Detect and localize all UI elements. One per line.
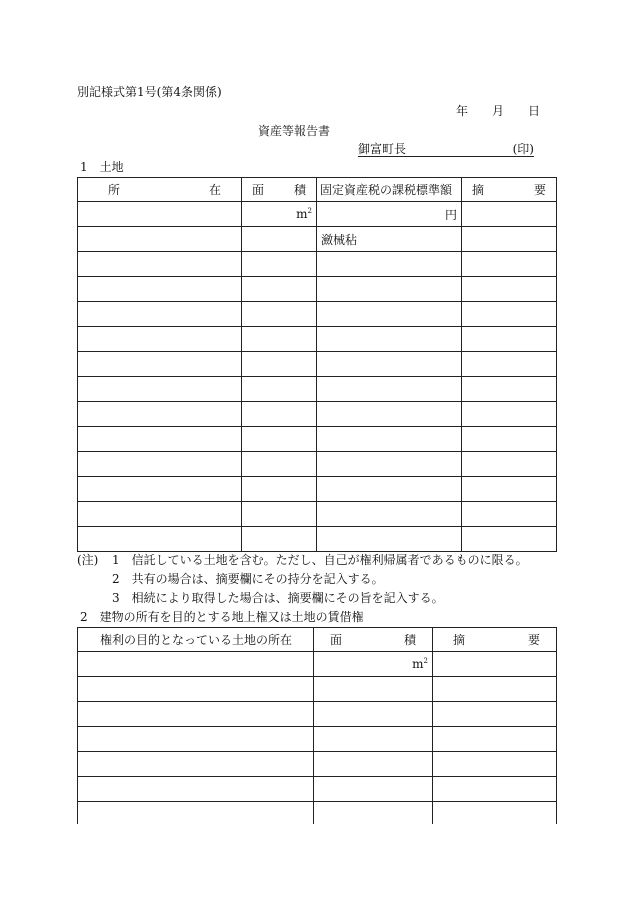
- cell-area[interactable]: $m^2$: [242, 202, 317, 227]
- table-row: [78, 227, 557, 252]
- table-row: [78, 427, 557, 452]
- leasehold-table: [77, 627, 557, 824]
- land-table: [77, 177, 557, 552]
- date-month: 月: [492, 104, 505, 118]
- table-row: [78, 302, 557, 327]
- notes-label: (注): [77, 553, 99, 567]
- note-item: 2 共有の場合は、摘要欄にその持分を記入する。: [112, 572, 384, 586]
- cell-tax-base[interactable]: 瀲械秥: [317, 227, 462, 252]
- col-area: 面 積: [242, 178, 317, 202]
- table-row: [78, 327, 557, 352]
- cell[interactable]: [462, 202, 557, 227]
- table-row: [78, 802, 557, 824]
- section2-heading: 2 建物の所有を目的とする地上権又は土地の賃借権: [80, 610, 364, 624]
- note-item: 3 相続により取得した場合は、摘要欄にその旨を記入する。: [112, 591, 444, 605]
- table-row: [78, 777, 557, 802]
- table-row: [78, 452, 557, 477]
- table-row: [78, 377, 557, 402]
- cell[interactable]: [433, 652, 557, 677]
- col-remarks: 摘 要: [462, 178, 557, 202]
- seal-mark: (印): [512, 142, 534, 156]
- table-row: [78, 702, 557, 727]
- table-row: [78, 527, 557, 552]
- land-table-header: [78, 178, 557, 202]
- table-row: [78, 277, 557, 302]
- cell[interactable]: [78, 227, 242, 252]
- cell-tax-base[interactable]: 円: [317, 202, 462, 227]
- col-area: 面 積: [314, 628, 433, 652]
- cell-area[interactable]: $m^2$: [314, 652, 433, 677]
- cell[interactable]: [78, 202, 242, 227]
- table-row: [78, 477, 557, 502]
- leasehold-table-header: [78, 628, 557, 652]
- table-row: [78, 202, 557, 227]
- col-remarks: 摘 要: [433, 628, 557, 652]
- cell[interactable]: [78, 652, 314, 677]
- table-row: [78, 727, 557, 752]
- form-label: 別記様式第1号(第4条関係): [77, 85, 222, 99]
- section1-heading: 1 土地: [80, 160, 124, 174]
- date-day: 日: [528, 104, 541, 118]
- note-item: 1 信託している土地を含む。ただし、自己が権利帰属者であるものに限る。: [112, 553, 528, 567]
- table-row: [78, 502, 557, 527]
- date-year: 年: [456, 104, 469, 118]
- document-title: 資産等報告書: [258, 124, 331, 138]
- cell[interactable]: [242, 227, 317, 252]
- col-land-location: 権利の目的となっている土地の所在: [78, 628, 314, 652]
- table-row: [78, 752, 557, 777]
- addressee: 御富町長: [358, 142, 407, 156]
- table-row: [78, 652, 557, 677]
- table-row: [78, 677, 557, 702]
- table-row: [78, 402, 557, 427]
- addressee-line: [358, 142, 534, 157]
- col-location: 所 在: [78, 178, 242, 202]
- cell[interactable]: [462, 227, 557, 252]
- table-row: [78, 352, 557, 377]
- table-row: [78, 252, 557, 277]
- col-tax-base: 固定資産税の課税標準額: [317, 178, 462, 202]
